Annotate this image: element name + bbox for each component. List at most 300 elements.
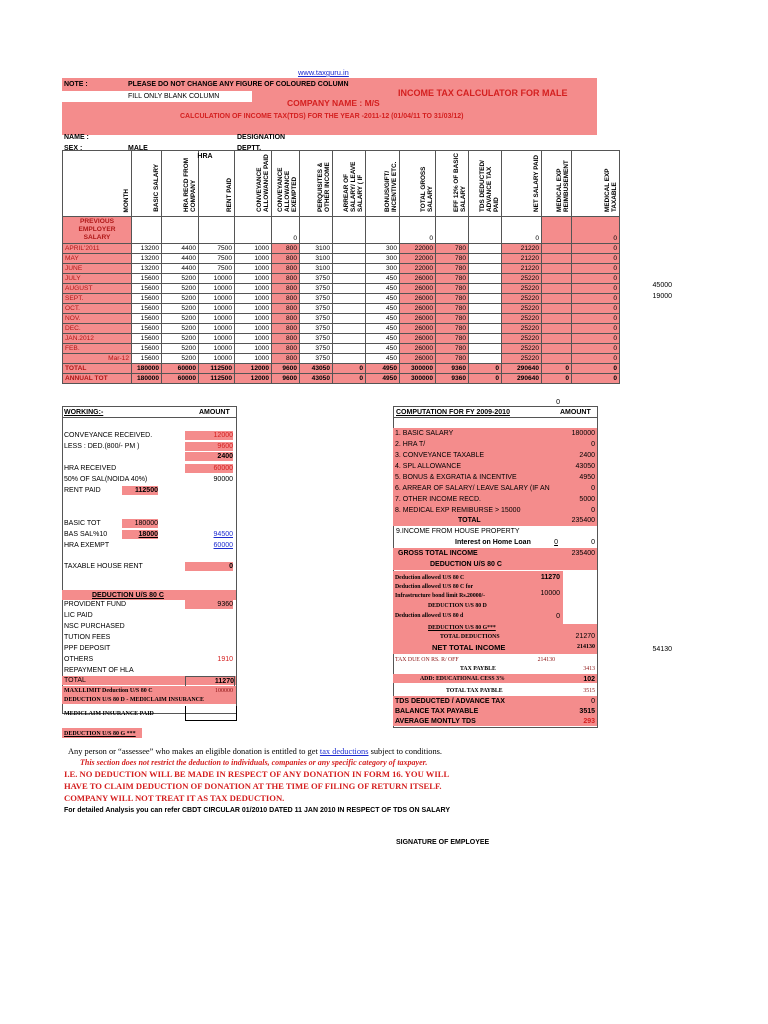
table-cell[interactable]: 450 [366, 284, 400, 294]
table-cell[interactable]: 5200 [162, 354, 199, 364]
ded80d-allowed-label: Deduction allowed U/S 80 d [395, 613, 464, 619]
table-cell[interactable]: 13200 [132, 254, 162, 264]
rent-paid-value: 112500 [122, 486, 158, 495]
table-cell[interactable]: 25220 [502, 354, 542, 364]
table-cell[interactable]: 780 [436, 314, 469, 324]
table-cell[interactable]: 800 [272, 244, 300, 254]
table-cell[interactable]: 4400 [162, 254, 199, 264]
table-cell[interactable]: 15600 [132, 294, 162, 304]
table-cell[interactable] [436, 217, 469, 244]
table-cell[interactable]: 450 [366, 334, 400, 344]
table-cell[interactable]: 5200 [162, 284, 199, 294]
table-cell[interactable]: 1000 [235, 344, 272, 354]
total-cell: 12000 [235, 374, 272, 384]
table-cell[interactable]: 1000 [235, 264, 272, 274]
table-cell[interactable]: 0 [572, 354, 620, 364]
table-cell[interactable] [333, 354, 366, 364]
pct-sal-label: 50% OF SAL(NOIDA 40%) [64, 476, 148, 483]
table-cell[interactable]: 0 [572, 274, 620, 284]
table-cell[interactable]: 450 [366, 344, 400, 354]
table-cell[interactable]: 1000 [235, 254, 272, 264]
column-header-text: CONVEYANCE ALLOWANCE EXEMPTED [277, 167, 298, 212]
table-cell[interactable]: 25220 [502, 304, 542, 314]
month-label: OCT. [63, 304, 132, 314]
less-ded-label: LESS : DED.(800/- PM ) [64, 443, 140, 450]
computation-item-value: 4950 [579, 474, 595, 481]
total-cell: 0 [333, 364, 366, 374]
balance-value: 3515 [579, 708, 595, 715]
ded80c-item-value[interactable] [185, 622, 233, 631]
table-cell[interactable]: 300 [366, 264, 400, 274]
table-cell[interactable] [333, 264, 366, 274]
table-cell[interactable]: 800 [272, 264, 300, 274]
footer-line-4: HAVE TO CLAIM DEDUCTION OF DONATION AT THE TIME OF FILING OF RETURN ITSELF. [64, 781, 442, 791]
table-cell[interactable] [542, 264, 572, 274]
table-row [63, 304, 620, 314]
side-value-1: 45000 [652, 282, 672, 289]
total-cell: 4950 [366, 374, 400, 384]
table-cell[interactable]: 25220 [502, 324, 542, 334]
table-cell[interactable]: 800 [272, 334, 300, 344]
total-cell: 0 [469, 374, 502, 384]
table-cell[interactable]: 5200 [162, 344, 199, 354]
table-cell[interactable] [300, 217, 333, 244]
table-cell[interactable]: 3100 [300, 244, 333, 254]
below-table-zero: 0 [556, 399, 560, 406]
table-cell[interactable]: 4400 [162, 264, 199, 274]
total-cell: 60000 [162, 374, 199, 384]
table-cell[interactable]: 780 [436, 274, 469, 284]
table-cell[interactable] [469, 344, 502, 354]
note-line-2: FILL ONLY BLANK COLUMN [128, 93, 220, 100]
prev-employer-label: PREVIOUS EMPLOYER SALARY [63, 217, 132, 244]
table-cell[interactable]: 0 [572, 304, 620, 314]
column-header [400, 151, 436, 217]
table-cell[interactable] [542, 304, 572, 314]
ded80c-item-value[interactable] [185, 633, 233, 642]
table-cell[interactable]: 10000 [199, 274, 235, 284]
table-cell[interactable]: 780 [436, 324, 469, 334]
table-cell[interactable] [333, 254, 366, 264]
designation-label: DESIGNATION [237, 134, 286, 141]
table-cell[interactable]: 25220 [502, 274, 542, 284]
ded80c-item-value[interactable]: 1910 [217, 656, 233, 663]
table-cell[interactable]: 800 [272, 314, 300, 324]
table-cell[interactable]: 13200 [132, 264, 162, 274]
table-cell[interactable] [469, 274, 502, 284]
header-row [63, 151, 620, 217]
ded80c-item-value[interactable] [185, 644, 233, 653]
note-line-1: PLEASE DO NOT CHANGE ANY FIGURE OF COLOURED COLUMN [128, 81, 349, 88]
table-cell[interactable]: 15600 [132, 344, 162, 354]
total-cell: 43050 [300, 374, 333, 384]
table-cell[interactable]: 0 [572, 294, 620, 304]
table-cell[interactable] [366, 217, 400, 244]
table-cell[interactable]: 10000 [199, 304, 235, 314]
column-header-text: TOTAL GROSS SALARY [420, 166, 434, 212]
name-label: NAME : [64, 134, 89, 141]
home-loan-value-2: 0 [591, 539, 595, 546]
ded80c-item-value[interactable]: 9360 [185, 600, 233, 609]
table-cell[interactable]: 0 [572, 334, 620, 344]
table-cell[interactable]: 10000 [199, 284, 235, 294]
table-cell[interactable]: 300 [366, 244, 400, 254]
ded80d-label: DEDUCTION U/S 80 D [428, 603, 487, 609]
working-title: WORKING:- [64, 409, 104, 416]
table-cell[interactable]: 0 [572, 244, 620, 254]
table-cell[interactable]: 22000 [400, 254, 436, 264]
basic-tot-label: BASIC TOT [64, 520, 101, 527]
table-cell[interactable]: 25220 [502, 294, 542, 304]
salary-table-body [63, 151, 620, 384]
computation-item-value: 180000 [571, 430, 595, 437]
table-cell[interactable]: 800 [272, 344, 300, 354]
taxable-rent-label: TAXABLE HOUSE RENT [64, 563, 143, 570]
column-header [272, 151, 300, 217]
table-cell[interactable]: 3100 [300, 264, 333, 274]
ded80g-label: DEDUCTION U/S 80 G *** [64, 731, 136, 737]
total-cell: 9360 [436, 374, 469, 384]
avg-tds-label: AVERAGE MONTLY TDS [395, 718, 476, 725]
basic-tot-value: 180000 [122, 519, 158, 528]
table-cell[interactable]: 1000 [235, 294, 272, 304]
pct-sal-value: 90000 [213, 476, 233, 483]
column-header-text: TDS DEDUCTED/ ADVANCE TAX PAID [479, 160, 500, 212]
table-cell[interactable] [542, 294, 572, 304]
hra-exempt-value: 60000 [213, 542, 233, 549]
ded80d-value: 0 [556, 613, 560, 620]
gross-total-label: GROSS TOTAL INCOME [398, 550, 478, 557]
table-cell[interactable]: 1000 [235, 244, 272, 254]
table-cell[interactable] [542, 314, 572, 324]
computation-title: COMPUTATION FOR FY 2009-2010 [396, 409, 510, 416]
table-cell[interactable]: 21220 [502, 254, 542, 264]
table-cell[interactable]: 0 [572, 314, 620, 324]
computation-item-value: 2400 [579, 452, 595, 459]
table-cell[interactable]: 3750 [300, 304, 333, 314]
table-cell[interactable]: 800 [272, 354, 300, 364]
table-cell[interactable]: 0 [272, 217, 300, 244]
table-row [63, 354, 620, 364]
table-cell[interactable] [333, 324, 366, 334]
table-cell[interactable]: 15600 [132, 314, 162, 324]
table-cell[interactable]: 26000 [400, 304, 436, 314]
edu-cess-label: ADD: EDUCATIONAL CESS 3% [420, 676, 505, 682]
total-cell: 0 [542, 364, 572, 374]
table-cell[interactable]: 21220 [502, 264, 542, 274]
table-cell[interactable]: 5200 [162, 304, 199, 314]
total-tax-value: 3515 [583, 688, 595, 694]
table-cell[interactable] [542, 334, 572, 344]
table-cell[interactable]: 0 [572, 254, 620, 264]
table-cell[interactable] [333, 284, 366, 294]
table-cell[interactable]: 1000 [235, 354, 272, 364]
table-cell[interactable] [469, 217, 502, 244]
table-cell[interactable]: 780 [436, 354, 469, 364]
total-cell: 180000 [132, 374, 162, 384]
total-cell: 112500 [199, 374, 235, 384]
table-cell[interactable] [469, 294, 502, 304]
company-name: COMPANY NAME : M/S [287, 98, 380, 108]
table-cell[interactable]: 10000 [199, 354, 235, 364]
table-cell[interactable]: 800 [272, 254, 300, 264]
table-cell[interactable]: 15600 [132, 284, 162, 294]
tds-value: 0 [591, 698, 595, 705]
table-cell[interactable] [469, 354, 502, 364]
table-cell[interactable]: 3750 [300, 274, 333, 284]
table-cell[interactable]: 0 [572, 217, 620, 244]
comp-total-value: 235400 [571, 517, 595, 524]
table-row [63, 294, 620, 304]
table-cell[interactable] [333, 314, 366, 324]
table-cell[interactable]: 450 [366, 294, 400, 304]
table-cell[interactable]: 800 [272, 294, 300, 304]
table-cell[interactable]: 15600 [132, 304, 162, 314]
table-cell[interactable]: 780 [436, 254, 469, 264]
table-cell[interactable]: 15600 [132, 334, 162, 344]
mediclaim-paid-input[interactable] [185, 706, 237, 721]
table-cell[interactable]: 15600 [132, 354, 162, 364]
table-row [63, 314, 620, 324]
table-cell[interactable]: 0 [572, 264, 620, 274]
column-header-text: BONUS/GIFT/ INCENTIVE ETC. [384, 161, 398, 212]
table-cell[interactable]: 15600 [132, 274, 162, 284]
table-cell[interactable]: 800 [272, 284, 300, 294]
table-cell[interactable]: 800 [272, 324, 300, 334]
column-header-text: MEDICAL EXP REIMBUSEMENT [556, 160, 570, 212]
site-link[interactable]: www.taxguru.in [298, 68, 349, 77]
table-cell[interactable]: 1000 [235, 304, 272, 314]
conv-net-value: 2400 [185, 452, 233, 461]
table-cell[interactable] [542, 217, 572, 244]
table-cell[interactable]: 780 [436, 344, 469, 354]
column-header-text: RENT PAID [226, 178, 233, 212]
table-cell[interactable]: 1000 [235, 334, 272, 344]
ded-infra-2: Infrastructure bond limit Rs.20000/- [395, 593, 486, 599]
table-cell[interactable] [542, 354, 572, 364]
table-cell[interactable]: 25220 [502, 334, 542, 344]
table-cell[interactable]: 780 [436, 294, 469, 304]
table-cell[interactable]: 800 [272, 304, 300, 314]
table-cell[interactable] [235, 217, 272, 244]
table-cell[interactable] [469, 244, 502, 254]
table-cell[interactable]: 5200 [162, 294, 199, 304]
month-label: NOV. [63, 314, 132, 324]
less-ded-value: 9600 [185, 442, 233, 451]
computation-item-label: 8. MEDICAL EXP REMIBURSE > 15000 [395, 507, 521, 514]
ded-allowed-label: Deduction allowed U/S 80 C [395, 575, 465, 581]
table-cell[interactable] [542, 344, 572, 354]
table-cell[interactable] [333, 334, 366, 344]
calc-title: INCOME TAX CALCULATOR FOR MALE [398, 88, 568, 98]
total-ded-label: TOTAL DEDUCTIONS [440, 634, 500, 640]
total-cell: 112500 [199, 364, 235, 374]
table-cell[interactable] [333, 217, 366, 244]
table-cell[interactable] [542, 284, 572, 294]
ded80c-item-label: LIC PAID [64, 612, 93, 619]
table-cell[interactable] [333, 294, 366, 304]
table-cell[interactable]: 7500 [199, 254, 235, 264]
month-label: APRIL'2011 [63, 244, 132, 254]
table-cell[interactable] [469, 334, 502, 344]
table-cell[interactable]: 26000 [400, 274, 436, 284]
ded80c-item-value[interactable] [185, 611, 233, 620]
footer-line-2: This section does not restrict the deduction to individuals, companies or any specific category of taxpayer. [80, 758, 428, 767]
table-cell[interactable]: 26000 [400, 314, 436, 324]
table-cell[interactable]: 3750 [300, 334, 333, 344]
table-cell[interactable] [199, 217, 235, 244]
column-header [469, 151, 502, 217]
table-cell[interactable] [469, 254, 502, 264]
tax-due-value: 214130 [537, 657, 555, 663]
table-cell[interactable]: 7500 [199, 244, 235, 254]
table-cell[interactable] [132, 217, 162, 244]
table-cell[interactable] [542, 274, 572, 284]
ded-total-value: 11270 [185, 676, 235, 687]
table-cell[interactable]: 25220 [502, 314, 542, 324]
column-header [366, 151, 400, 217]
table-cell[interactable] [542, 254, 572, 264]
table-cell[interactable]: 26000 [400, 344, 436, 354]
table-cell[interactable]: 450 [366, 274, 400, 284]
side-value-2: 19000 [652, 293, 672, 300]
table-cell[interactable]: 0 [502, 217, 542, 244]
table-cell[interactable]: 26000 [400, 354, 436, 364]
table-cell[interactable] [333, 244, 366, 254]
table-cell[interactable]: 3750 [300, 344, 333, 354]
table-cell[interactable] [333, 304, 366, 314]
month-label: DEC. [63, 324, 132, 334]
ded-mediclaim-label: DEDUCTION U/S 80 D - MEDICLAIM INSURANCE [64, 697, 205, 703]
table-cell[interactable]: 780 [436, 264, 469, 274]
table-cell[interactable] [469, 324, 502, 334]
table-cell[interactable]: 3100 [300, 254, 333, 264]
table-cell[interactable]: 10000 [199, 294, 235, 304]
table-cell[interactable]: 780 [436, 334, 469, 344]
tax-deductions-link[interactable]: tax deductions [319, 747, 369, 756]
footer-line-5: COMPANY WILL NOT TREAT IT AS TAX DEDUCTION. [64, 793, 285, 803]
table-cell[interactable]: 780 [436, 284, 469, 294]
table-cell[interactable]: 3750 [300, 294, 333, 304]
table-cell[interactable]: 300 [366, 254, 400, 264]
table-cell[interactable]: 25220 [502, 284, 542, 294]
total-cell: 60000 [162, 364, 199, 374]
table-cell[interactable] [333, 344, 366, 354]
total-cell: 290640 [502, 364, 542, 374]
ded-total-label: TOTAL [64, 677, 86, 684]
month-label: JAN.2012 [63, 334, 132, 344]
gross-total-value: 235400 [571, 550, 595, 557]
column-header-text: NET SALARY PAID [533, 154, 540, 212]
total-ded-value: 21270 [575, 633, 595, 640]
column-header-text: MEDICAL EXP TAXABLE [604, 168, 618, 212]
column-header [235, 151, 272, 217]
hra-recv-value: 60000 [185, 464, 233, 473]
table-row [63, 264, 620, 274]
table-cell[interactable]: 3750 [300, 314, 333, 324]
total-cell: 12000 [235, 364, 272, 374]
table-cell[interactable]: 1000 [235, 314, 272, 324]
table-cell[interactable]: 10000 [199, 314, 235, 324]
salary-table [62, 150, 620, 384]
table-cell[interactable]: 10000 [199, 324, 235, 334]
table-cell[interactable]: 7500 [199, 264, 235, 274]
table-cell[interactable]: 5200 [162, 334, 199, 344]
tds-label: TDS DEDUCTED / ADVANCE TAX [395, 698, 505, 705]
table-cell[interactable] [469, 264, 502, 274]
table-cell[interactable]: 1000 [235, 274, 272, 284]
maxlimit-label: MAXLLIMIT Deduction U/S 80 C [64, 688, 153, 694]
table-cell[interactable]: 26000 [400, 284, 436, 294]
table-cell[interactable]: 450 [366, 314, 400, 324]
column-header [300, 151, 333, 217]
table-cell[interactable]: 5200 [162, 324, 199, 334]
table-cell[interactable]: 22000 [400, 264, 436, 274]
table-cell[interactable] [469, 304, 502, 314]
table-cell[interactable]: 10000 [199, 334, 235, 344]
table-cell[interactable] [469, 284, 502, 294]
table-cell[interactable]: 5200 [162, 274, 199, 284]
table-cell[interactable]: 5200 [162, 314, 199, 324]
table-cell[interactable]: 780 [436, 304, 469, 314]
table-cell[interactable]: 10000 [199, 344, 235, 354]
ded80c-comp-title: DEDUCTION U/S 80 C [430, 561, 502, 568]
table-cell[interactable]: 3750 [300, 324, 333, 334]
table-cell[interactable]: 450 [366, 354, 400, 364]
table-cell[interactable]: 800 [272, 274, 300, 284]
table-cell[interactable]: 26000 [400, 294, 436, 304]
table-cell[interactable] [333, 274, 366, 284]
month-label: JULY [63, 274, 132, 284]
net-total-value: 214130 [577, 644, 595, 650]
table-cell[interactable]: 450 [366, 304, 400, 314]
table-cell[interactable]: 13200 [132, 244, 162, 254]
table-cell[interactable]: 0 [572, 324, 620, 334]
computation-item-label: 4. SPL ALLOWANCE [395, 463, 462, 470]
table-row [63, 274, 620, 284]
table-cell[interactable]: 1000 [235, 284, 272, 294]
hra-recv-label: HRA RECEIVED [64, 465, 117, 472]
table-cell[interactable]: 25220 [502, 344, 542, 354]
table-cell[interactable]: 26000 [400, 324, 436, 334]
table-cell[interactable]: 21220 [502, 244, 542, 254]
table-cell[interactable]: 780 [436, 244, 469, 254]
rent-paid-label: RENT PAID [64, 487, 101, 494]
table-cell[interactable]: 22000 [400, 244, 436, 254]
table-cell[interactable]: 4400 [162, 244, 199, 254]
table-cell[interactable] [469, 314, 502, 324]
ded80c-item-label: REPAYMENT OF HLA [64, 667, 134, 674]
ded80c-item-value[interactable] [185, 666, 233, 675]
table-cell[interactable] [162, 217, 199, 244]
table-cell[interactable]: 3750 [300, 354, 333, 364]
total-cell: 43050 [300, 364, 333, 374]
table-cell[interactable]: 3750 [300, 284, 333, 294]
table-cell[interactable]: 450 [366, 324, 400, 334]
total-cell: 0 [333, 374, 366, 384]
table-cell[interactable]: 0 [572, 344, 620, 354]
table-cell[interactable]: 0 [400, 217, 436, 244]
total-row [63, 364, 620, 374]
table-cell[interactable]: 0 [572, 284, 620, 294]
table-cell[interactable] [542, 244, 572, 254]
month-label: AUGUST [63, 284, 132, 294]
table-cell[interactable] [542, 324, 572, 334]
table-cell[interactable]: 26000 [400, 334, 436, 344]
ded80c-item-label: PROVIDENT FUND [64, 601, 127, 608]
table-cell[interactable]: 15600 [132, 324, 162, 334]
table-cell[interactable]: 1000 [235, 324, 272, 334]
